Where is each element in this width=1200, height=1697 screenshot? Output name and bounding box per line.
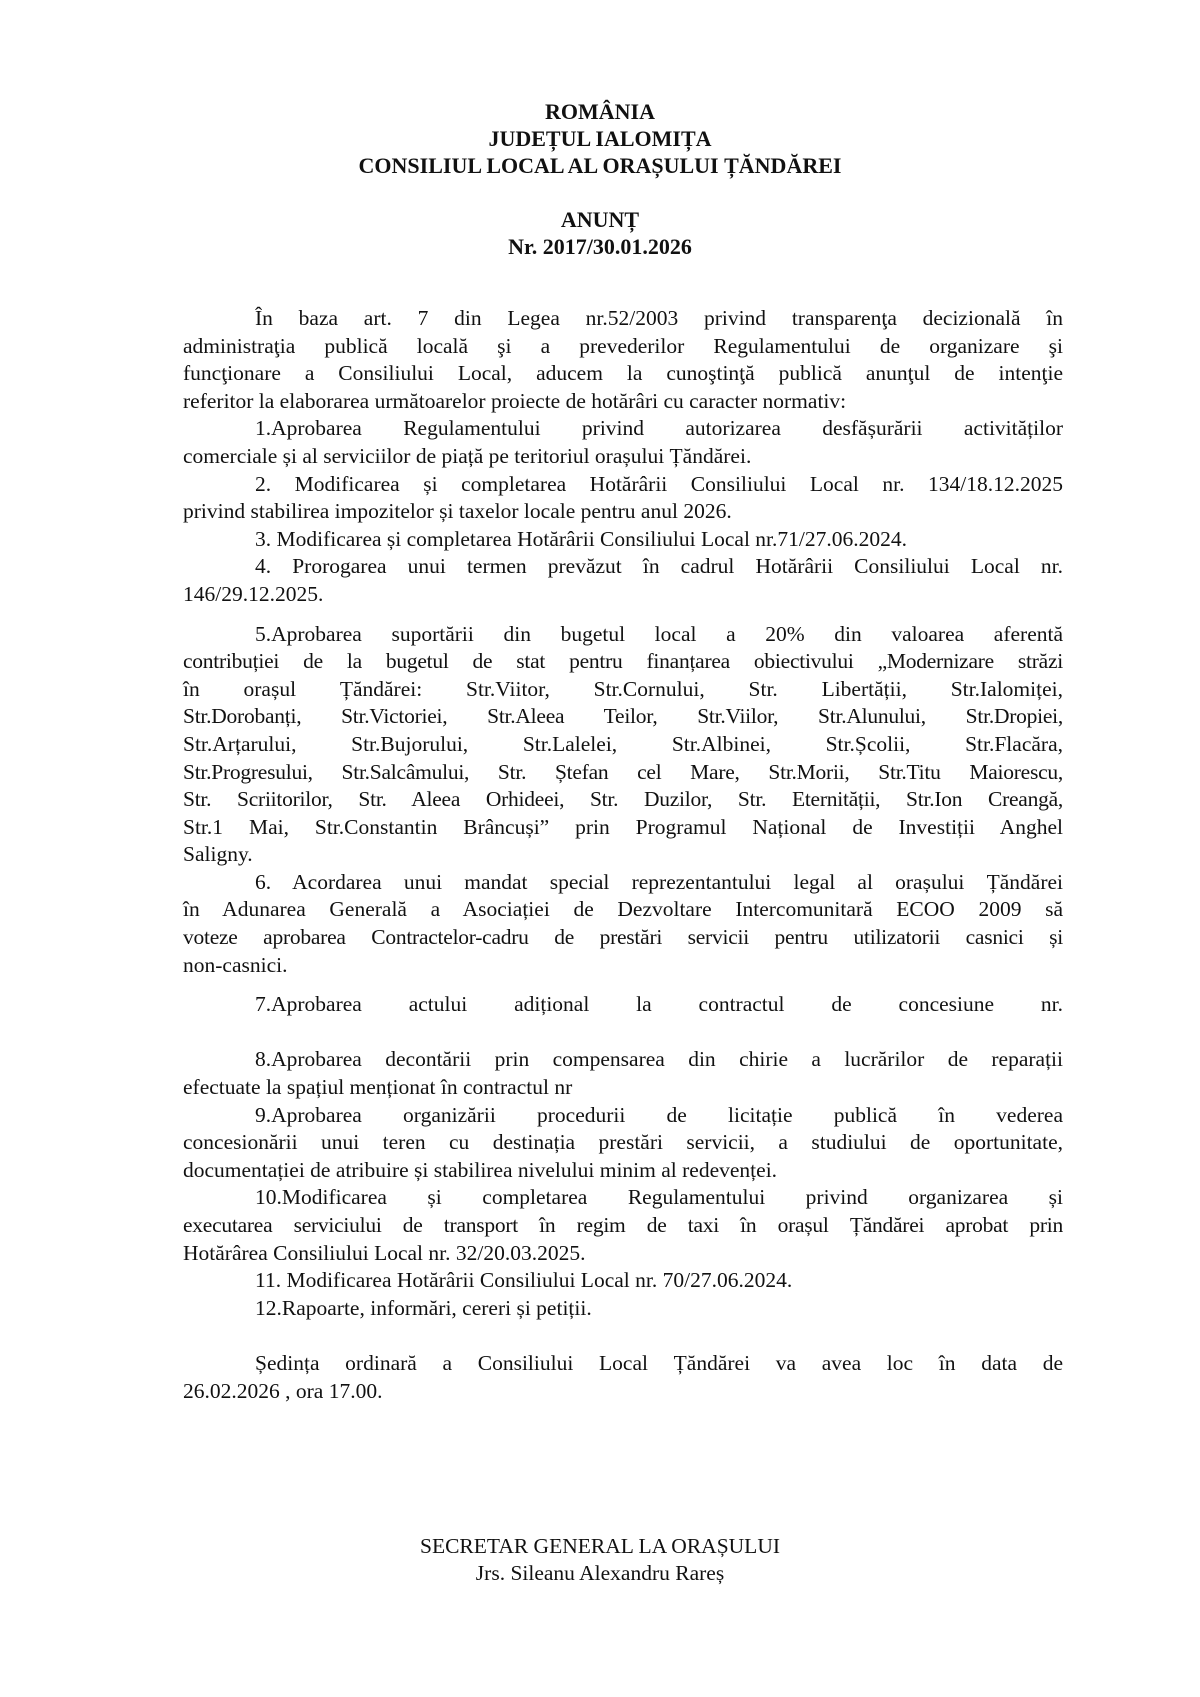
- intro-line: referitor la elaborarea următoarelor proiecte de hotărâri cu caracter normativ:: [183, 388, 847, 413]
- item-line: Str.Dorobanți, Str.Victoriei, Str.Aleea Teilor, Str.Viilor, Str.Alunului, Str.Dropiei,: [183, 704, 1063, 729]
- document-type-title: ANUNȚ: [560, 207, 640, 232]
- agenda-item-7: [183, 991, 1063, 1019]
- item-line: în Adunarea Generală a Asociației de Dezvoltare Intercomunitară ECOO 2009 să: [183, 897, 1063, 922]
- item-line: privind stabilirea impozitelor și taxelor locale pentru anul 2026.: [183, 499, 732, 524]
- item-line: 11. Modificarea Hotărârii Consiliului Local nr. 70/27.06.2024.: [255, 1268, 793, 1293]
- agenda-item-2: [183, 471, 1063, 526]
- item-line: 7.Aprobarea actului adițional la contractul de concesiune nr.: [255, 992, 1063, 1017]
- item-line: Str. Scriitorilor, Str. Aleea Orhideei, Str. Duzilor, Str. Eternității, Str.Ion Creangă,: [183, 787, 1063, 812]
- item-line: 5.Aprobarea suportării din bugetul local a 20% din valoarea aferentă: [255, 621, 1063, 646]
- intro-line: funcţionare a Consiliului Local, aducem la cunoştinţă publică anunţul de intenţie: [183, 361, 1063, 386]
- item-line: comerciale și al serviciilor de piață pe teritoriul orașului Țăndărei.: [183, 443, 752, 468]
- item-line: documentației de atribuire și stabilirea nivelului minim al redevenței.: [183, 1157, 778, 1182]
- item-line: concesionării unui teren cu destinația prestări servicii, a studiului de oportunitate,: [183, 1130, 1063, 1155]
- item-line: 2. Modificarea și completarea Hotărârii Consiliului Local nr. 134/18.12.2025: [255, 471, 1063, 496]
- item-line: Saligny.: [183, 842, 253, 867]
- item-line: efectuate la spațiul menționat în contractul nr: [183, 1075, 573, 1100]
- item-line: Str.Arțarului, Str.Bujorului, Str.Lalelei, Str.Albinei, Str.Școlii, Str.Flacăra,: [183, 731, 1063, 756]
- item-line: 10.Modificarea și completarea Regulamentului privind organizarea și: [255, 1185, 1063, 1210]
- agenda-item-1: [183, 415, 1063, 470]
- agenda-item-9: [183, 1102, 1063, 1185]
- meeting-line: 26.02.2026 , ora 17.00.: [183, 1378, 383, 1403]
- item-line: voteze aprobarea Contractelor-cadru de prestări servicii pentru utilizatorii casnici și: [183, 925, 1063, 950]
- country-heading: ROMÂNIA: [545, 99, 655, 124]
- item-line: contribuției de la bugetul de stat pentru finanțarea obiectivului „Modernizare străzi: [183, 649, 1063, 674]
- item-line: Str.Progresului, Str.Salcâmului, Str. Ștefan cel Mare, Str.Morii, Str.Titu Maiorescu,: [183, 759, 1063, 784]
- item-line: 146/29.12.2025.: [183, 581, 324, 606]
- signatory-title: SECRETAR GENERAL LA ORAȘULUI: [420, 1534, 780, 1558]
- intro-line: În baza art. 7 din Legea nr.52/2003 privind transparenţa decizională în: [255, 306, 1063, 330]
- item-line: non-casnici.: [183, 952, 288, 977]
- agenda-item-4: [183, 553, 1063, 608]
- intro-paragraph: [183, 305, 1063, 415]
- meeting-notice: [183, 1350, 1063, 1405]
- signatory-name: Jrs. Sileanu Alexandru Rareș: [475, 1561, 725, 1585]
- announcement-body: [183, 305, 1063, 1405]
- agenda-item-11: [183, 1267, 1063, 1295]
- item-line: 12.Rapoarte, informări, cereri și petiții.: [255, 1295, 592, 1320]
- agenda-item-5: [183, 621, 1063, 869]
- item-line: executarea serviciului de transport în regim de taxi în orașul Țăndărei aprobat prin: [183, 1213, 1063, 1237]
- agenda-item-10: [183, 1184, 1063, 1267]
- item-line: 4. Prorogarea unui termen prevăzut în cadrul Hotărârii Consiliului Local nr.: [255, 554, 1063, 579]
- document-header: [0, 98, 1200, 260]
- document-number: Nr. 2017/30.01.2026: [508, 234, 692, 259]
- item-line: Str.1 Mai, Str.Constantin Brâncuși” prin Programul Național de Investiții Anghel: [183, 814, 1063, 839]
- agenda-item-12: [183, 1295, 1063, 1323]
- agenda-item-6: [183, 869, 1063, 979]
- council-heading: CONSILIUL LOCAL AL ORAȘULUI ȚĂNDĂREI: [358, 153, 842, 178]
- meeting-line: Ședința ordinară a Consiliului Local Țăndărei va avea loc în data de: [255, 1350, 1063, 1375]
- item-line: 1.Aprobarea Regulamentului privind autorizarea desfășurării activităților: [255, 416, 1063, 441]
- item-line: în orașul Țăndărei: Str.Viitor, Str.Cornului, Str. Libertății, Str.Ialomiței,: [183, 676, 1063, 701]
- agenda-item-8: [183, 1046, 1063, 1101]
- item-line: 9.Aprobarea organizării procedurii de licitație publică în vederea: [255, 1102, 1063, 1127]
- item-line: 6. Acordarea unui mandat special reprezentantului legal al orașului Țăndărei: [255, 869, 1063, 894]
- agenda-item-3: [183, 526, 1063, 554]
- county-heading: JUDEȚUL IALOMIȚA: [488, 126, 712, 151]
- item-line: 3. Modificarea și completarea Hotărârii Consiliului Local nr.71/27.06.2024.: [255, 526, 908, 551]
- item-line: Hotărârea Consiliului Local nr. 32/20.03.2025.: [183, 1240, 586, 1265]
- signature-block: [0, 1533, 1200, 1587]
- intro-line: administraţia publică locală şi a prevederilor Regulamentului de organizare şi: [183, 333, 1063, 358]
- item-line: 8.Aprobarea decontării prin compensarea din chirie a lucrărilor de reparații: [255, 1047, 1063, 1072]
